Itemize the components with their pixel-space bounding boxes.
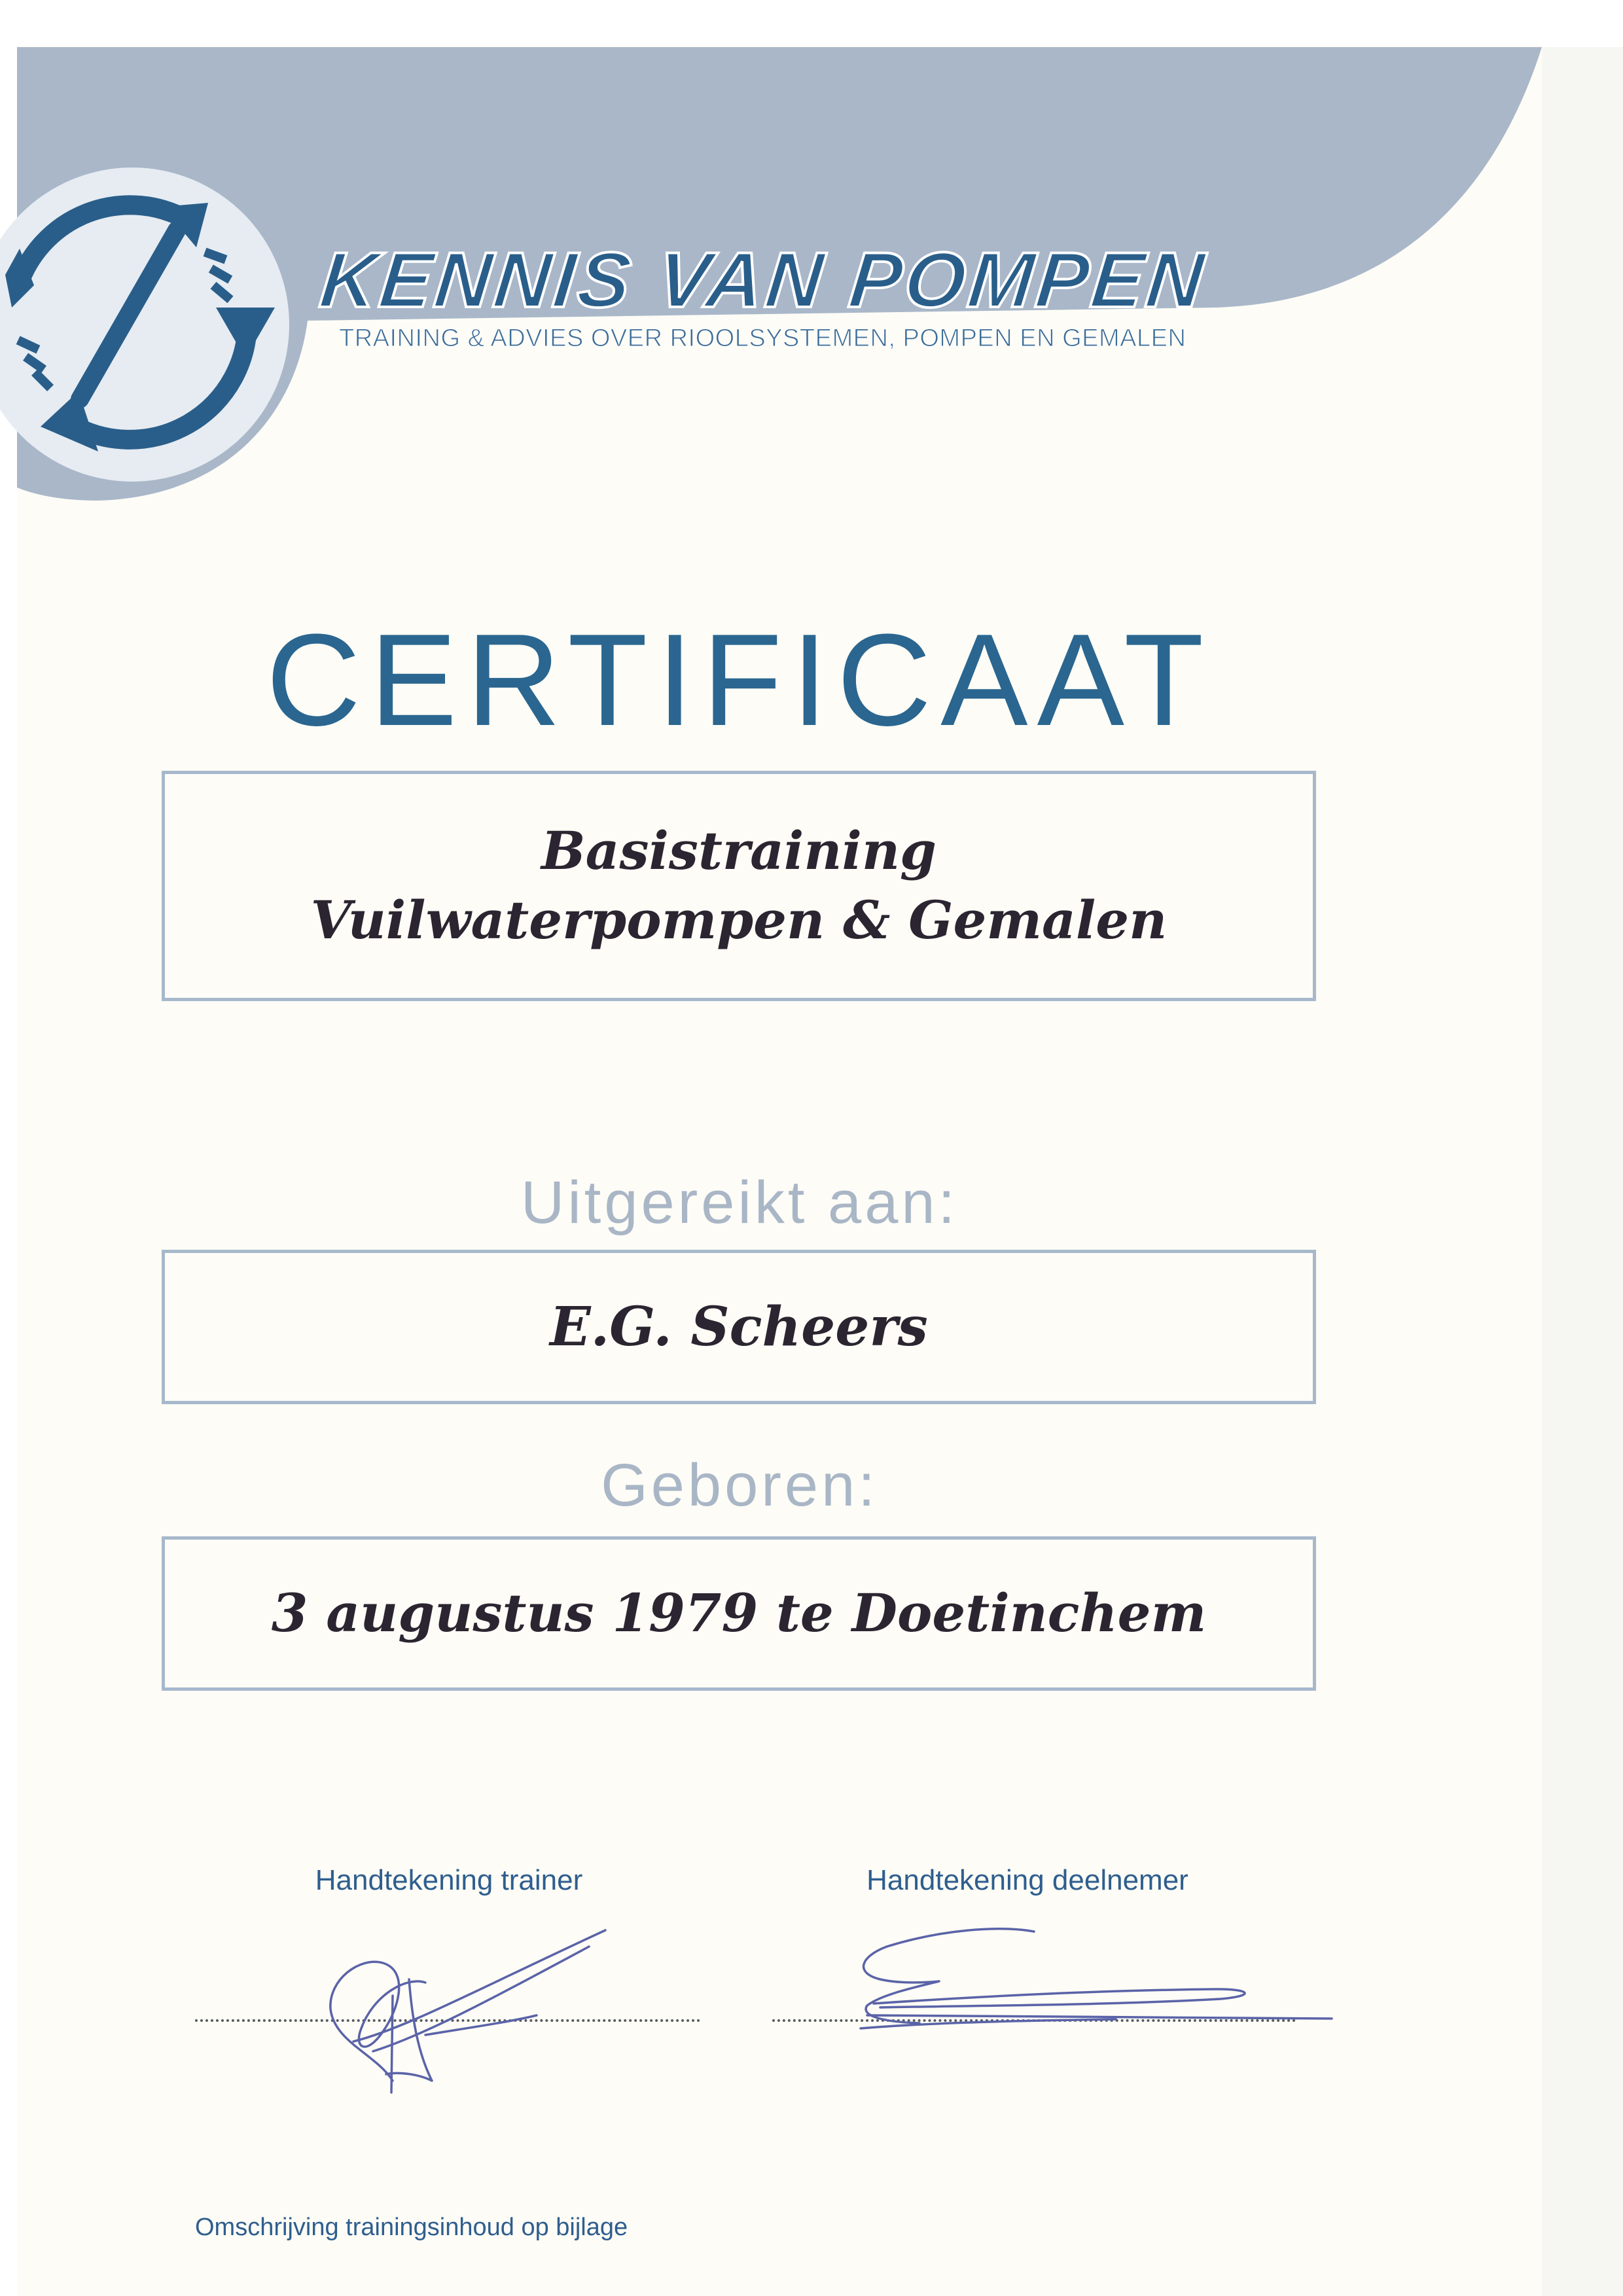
birth-details: 3 augustus 1979 te Doetinchem [271,1582,1207,1644]
recipient-box [162,1250,1316,1404]
trainer-signature [314,1917,615,2094]
course-name-line-2: Vuilwaterpompen & Gemalen [310,889,1168,951]
birth-box [162,1536,1316,1691]
participant-signature [841,1924,1345,2048]
brand-name: KENNIS VAN POMPEN [315,236,1211,324]
brand-tagline: TRAINING & ADVIES OVER RIOOLSYSTEMEN, POMPEN EN GEMALEN [339,325,1186,352]
footer-note: Omschrijving trainingsinhoud op bijlage [195,2214,628,2241]
born-label: Geboren: [601,1452,878,1519]
course-box [162,771,1316,1001]
course-name-line-1: Basistraining [541,820,936,882]
trainer-signature-label: Handtekening trainer [315,1864,583,1896]
issued-to-label: Uitgereikt aan: [520,1169,959,1236]
participant-signature-label: Handtekening deelnemer [866,1864,1188,1896]
certificate-title: CERTIFICAAT [266,607,1213,753]
recipient-name: E.G. Scheers [550,1295,928,1358]
